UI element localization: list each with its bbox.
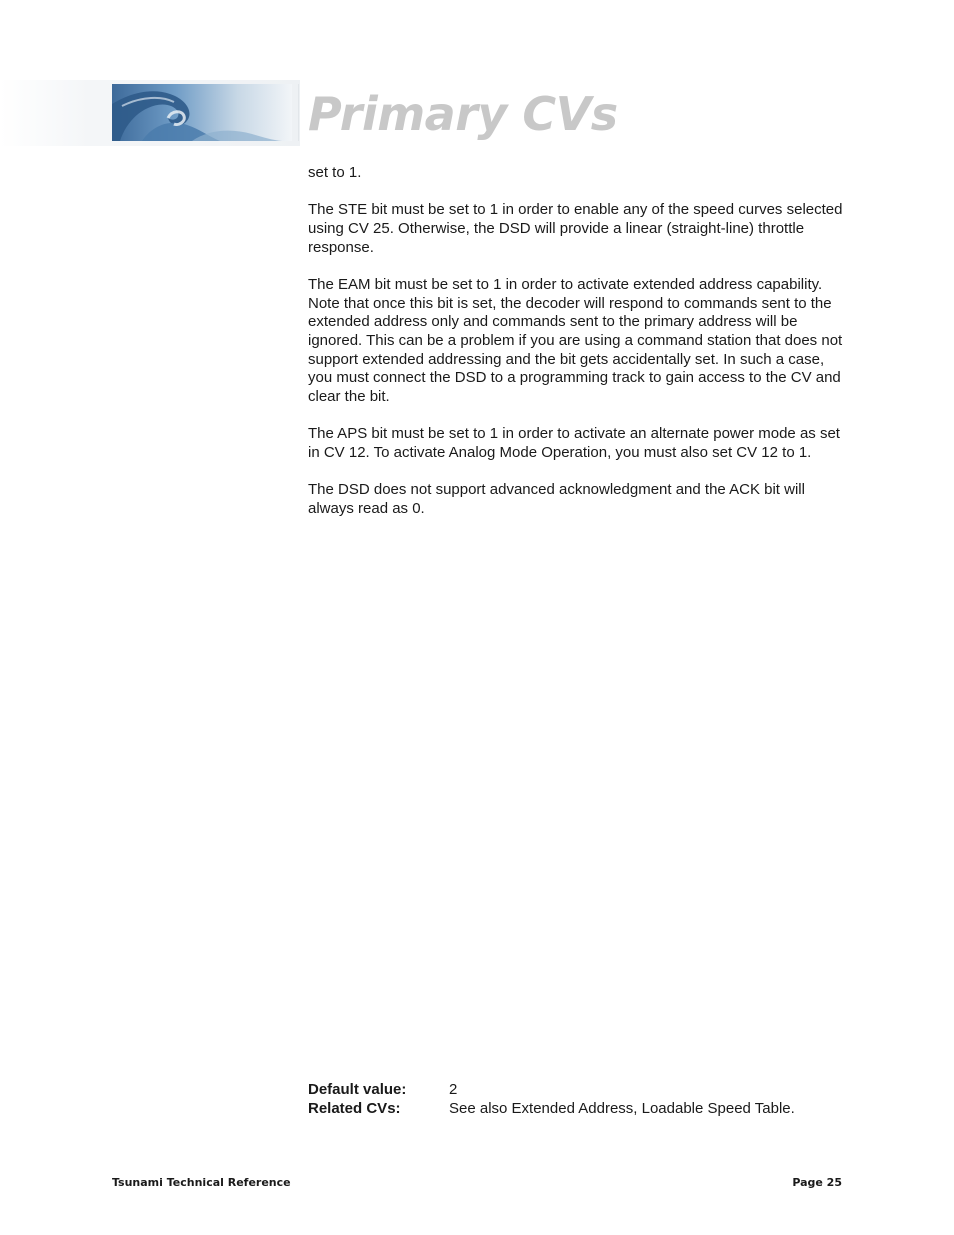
paragraph: The EAM bit must be set to 1 in order to activate extended address capability. Note that once this bit is set, the decoder will respond to commands sent to the extended address only and commands sent to the primary address will be ignored. This can be a problem if you are using a command station that does not support extended addressing and the bit gets accidentally set. In such a case, you must connect the DSD to a programming track to gain access to the CV and clear the bit. <box>308 275 843 406</box>
footer-document-title: Tsunami Technical Reference <box>112 1176 291 1189</box>
related-cvs-label: Related CVs: <box>308 1099 401 1117</box>
default-value-label: Default value: <box>308 1081 407 1098</box>
page-title: Primary CVs <box>308 87 618 141</box>
default-value: 2 <box>449 1081 458 1098</box>
body-text <box>308 164 848 537</box>
related-cvs-value: See also Extended Address, Loadable Speed Table. <box>449 1099 795 1117</box>
footer-page-number: Page 25 <box>792 1176 842 1189</box>
related-cvs-row <box>308 1100 795 1119</box>
paragraph: The STE bit must be set to 1 in order to enable any of the speed curves selected using CV 25. Otherwise, the DSD will provide a linear (straight-line) throttle response. <box>308 201 843 256</box>
paragraph: The DSD does not support advanced acknowledgment and the ACK bit will always read as 0. <box>308 481 805 517</box>
wave-logo-image <box>112 84 292 141</box>
paragraph: The APS bit must be set to 1 in order to activate an alternate power mode as set in CV 12. To activate Analog Mode Operation, you must also set CV 12 to 1. <box>308 425 840 461</box>
default-value-row <box>308 1081 795 1100</box>
paragraph: set to 1. <box>308 164 362 181</box>
cv-info-table <box>308 1081 795 1118</box>
header-divider <box>298 84 299 141</box>
